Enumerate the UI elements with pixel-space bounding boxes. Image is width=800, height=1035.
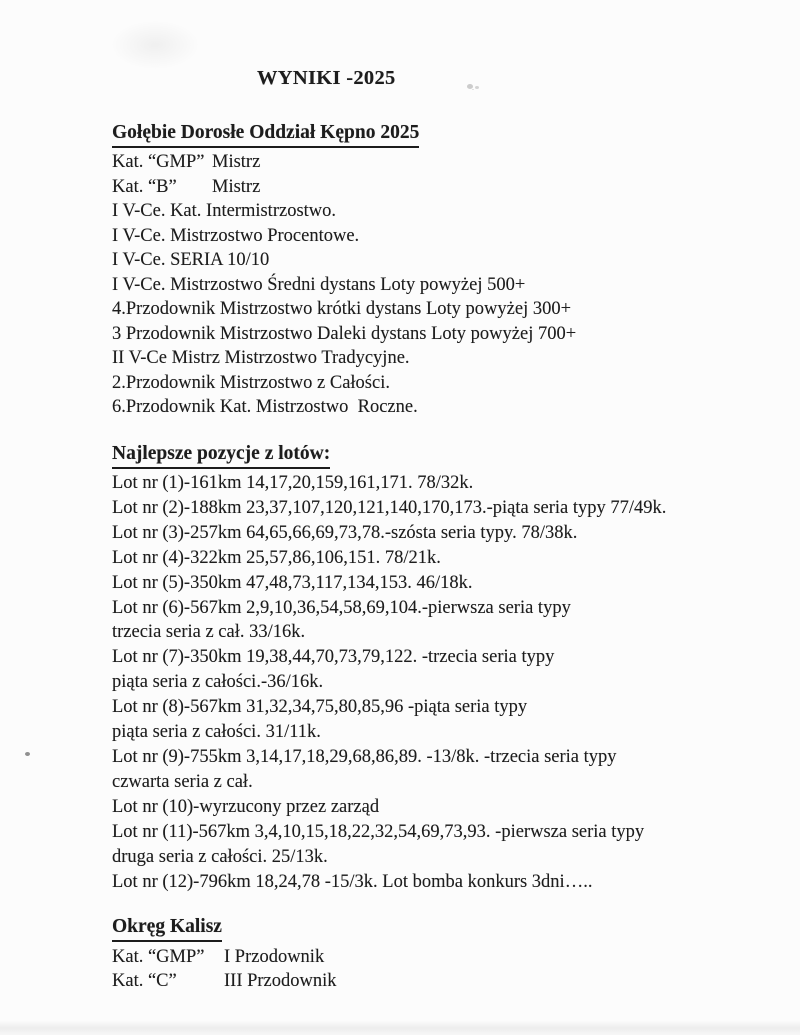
kalisz-category-result-row bbox=[112, 945, 337, 969]
category-results-list bbox=[112, 150, 576, 199]
flight-result-line: Lot nr (11)-567km 3,4,10,15,18,22,32,54,69,73,93. -pierwsza seria typy bbox=[112, 821, 645, 842]
flight-result-line: Lot nr (1)-161km 14,17,20,159,161,171. 78/32k. bbox=[112, 473, 474, 493]
achievement-line: I V-Ce. Kat. Intermistrzostwo. bbox=[112, 201, 337, 221]
kalisz-category-result-row-label: Kat. “GMP” bbox=[112, 947, 205, 967]
kalisz-category-result-row-value: I Przodownik bbox=[224, 947, 325, 967]
flight-result-line: Lot nr (3)-257km 64,65,66,69,73,78.-szósta seria typy. 78/38k. bbox=[112, 522, 578, 543]
flight-result-line: Lot nr (9)-755km 3,14,17,18,29,68,86,89. -13/8k. -trzecia seria typy bbox=[112, 746, 617, 767]
kalisz-category-results-list bbox=[112, 945, 337, 993]
achievement-line: 4.Przodownik Mistrzostwo krótki dystans Loty powyżej 300+ bbox=[112, 299, 572, 319]
ink-dot bbox=[25, 752, 30, 756]
flight-result-line: Lot nr (10)-wyrzucony przez zarząd bbox=[112, 796, 380, 817]
flight-result-line: trzecia seria z cał. 33/16k. bbox=[112, 622, 306, 643]
document-title: WYNIKI -2025 bbox=[257, 67, 396, 89]
category-result-row bbox=[112, 150, 576, 175]
category-result-row-value: Mistrz bbox=[212, 152, 261, 172]
section-oddzial-kepno bbox=[112, 121, 576, 420]
flight-result-line: czwarta seria z cał. bbox=[112, 771, 253, 792]
flight-result-line: Lot nr (8)-567km 31,32,34,75,80,85,96 -piąta seria typy bbox=[112, 697, 528, 718]
flight-result-line: Lot nr (6)-567km 2,9,10,36,54,58,69,104.-pierwsza seria typy bbox=[112, 597, 571, 618]
flight-result-line: druga seria z całości. 25/13k. bbox=[112, 846, 328, 867]
flight-result-line: Lot nr (2)-188km 23,37,107,120,121,140,170,173.-piąta seria typy 77/49k. bbox=[112, 497, 667, 518]
flight-result-line: piąta seria z całości.-36/16k. bbox=[112, 672, 324, 693]
flight-result-line: Lot nr (5)-350km 47,48,73,117,134,153. 46/18k. bbox=[112, 572, 473, 593]
scan-smudge-top-left bbox=[110, 20, 200, 70]
achievement-line: I V-Ce. SERIA 10/10 bbox=[112, 250, 270, 270]
category-result-row-label: Kat. “GMP” bbox=[112, 152, 205, 172]
achievement-line: 6.Przodownik Kat. Mistrzostwo Roczne. bbox=[112, 397, 418, 417]
achievement-line: 3 Przodownik Mistrzostwo Daleki dystans Loty powyżej 700+ bbox=[112, 323, 577, 344]
scan-edge-artifact bbox=[0, 1020, 800, 1035]
kalisz-category-result-row-label: Kat. “C” bbox=[112, 971, 177, 991]
section-okreg-kalisz bbox=[112, 915, 337, 993]
category-result-row bbox=[112, 175, 576, 200]
kalisz-category-result-row-value: III Przodownik bbox=[224, 971, 337, 991]
section-heading-kepno: Gołębie Dorosłe Oddział Kępno 2025 bbox=[112, 121, 419, 148]
ink-smudge bbox=[467, 84, 473, 89]
flight-results-list bbox=[112, 471, 666, 894]
achievements-list bbox=[112, 199, 576, 420]
section-najlepsze-pozycje bbox=[112, 442, 666, 894]
achievement-line: II V-Ce Mistrz Mistrzostwo Tradycyjne. bbox=[112, 348, 410, 368]
achievement-line: I V-Ce. Mistrzostwo Średni dystans Loty powyżej 500+ bbox=[112, 274, 526, 295]
section-heading-loty: Najlepsze pozycje z lotów: bbox=[112, 442, 330, 469]
section-heading-kalisz: Okręg Kalisz bbox=[112, 915, 222, 942]
flight-result-line: Lot nr (12)-796km 18,24,78 -15/3k. Lot bomba konkurs 3dni….. bbox=[112, 871, 593, 892]
flight-result-line: piąta seria z całości. 31/11k. bbox=[112, 722, 321, 743]
achievement-line: 2.Przodownik Mistrzostwo z Całości. bbox=[112, 372, 390, 393]
flight-result-line: Lot nr (4)-322km 25,57,86,106,151. 78/21k. bbox=[112, 547, 441, 568]
category-result-row-value: Mistrz bbox=[212, 176, 261, 197]
achievement-line: I V-Ce. Mistrzostwo Procentowe. bbox=[112, 225, 360, 246]
flight-result-line: Lot nr (7)-350km 19,38,44,70,73,79,122. -trzecia seria typy bbox=[112, 647, 555, 668]
category-result-row-label: Kat. “B” bbox=[112, 176, 177, 197]
kalisz-category-result-row bbox=[112, 969, 337, 993]
